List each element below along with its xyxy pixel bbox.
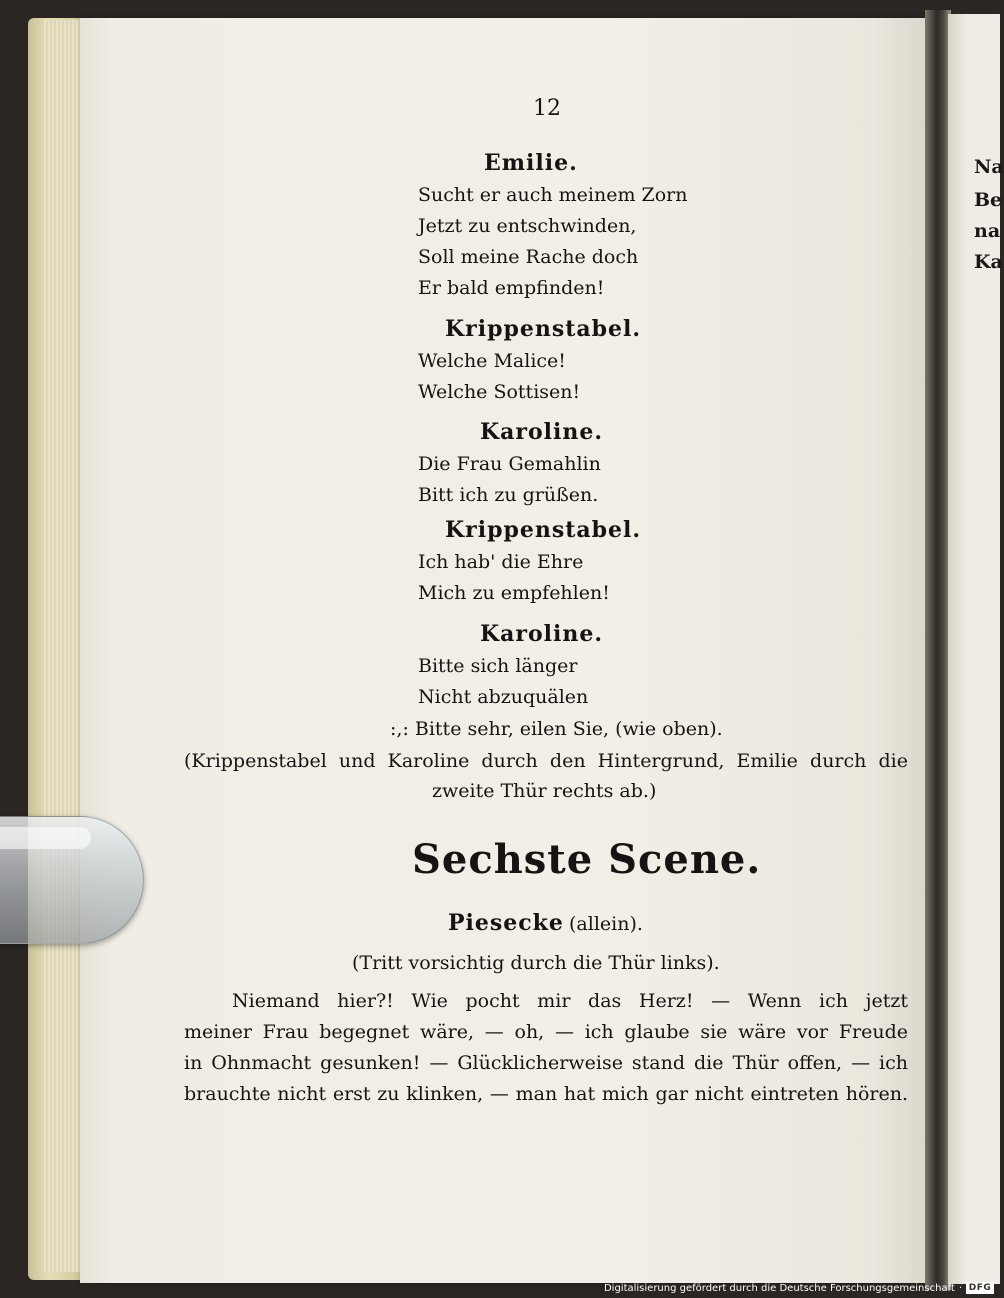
- verse-line: Er bald empfinden!: [418, 277, 605, 299]
- clip-highlight: [0, 827, 91, 849]
- verse-line: Jetzt zu entschwinden,: [418, 215, 637, 237]
- speaker-name: Piesecke: [448, 910, 564, 936]
- prose-line: brauchte nicht erst zu klinken, — man hat mich gar nicht eintreten hören.: [184, 1083, 908, 1105]
- verse-line: Die Frau Gemahlin: [418, 453, 601, 475]
- verse-line: Welche Sottisen!: [418, 381, 581, 403]
- verse-line: Nicht abzuquälen: [418, 686, 589, 708]
- prose-line: Niemand hier?! Wie pocht mir das Herz! — Wenn ich jetzt: [232, 990, 908, 1012]
- verse-line: Bitte sich länger: [418, 655, 578, 677]
- verse-line: Soll meine Rache doch: [418, 246, 639, 268]
- stage-direction: (Krippenstabel und Karoline durch den Hintergrund, Emilie durch die: [184, 750, 908, 772]
- digitization-credit: [604, 1280, 994, 1296]
- speaker-name: Krippenstabel.: [445, 517, 642, 543]
- book-page-right: [948, 14, 1004, 1284]
- verse-line: Ich hab' die Ehre: [418, 551, 584, 573]
- prose-line: in Ohnmacht gesunken! — Glücklicherweise stand die Thür offen, — ich: [184, 1052, 908, 1074]
- page-number: 12: [533, 96, 561, 121]
- credit-text: Digitalisierung gefördert durch die Deutsche Forschungsgemeinschaft: [603, 1282, 955, 1294]
- right-page-fragment: na: [974, 220, 1001, 242]
- speaker-name: Karoline.: [480, 419, 604, 445]
- speaker-name: Karoline.: [480, 621, 604, 647]
- book-clip: [0, 816, 144, 944]
- right-page-fragment: Ka: [974, 251, 1003, 273]
- right-page-fragment: Be: [974, 189, 1003, 211]
- verse-line: Bitt ich zu grüßen.: [418, 484, 599, 506]
- speaker-name: Emilie.: [484, 150, 578, 176]
- prose-line: meiner Frau begegnet wäre, — oh, — ich glaube sie wäre vor Freude: [184, 1021, 908, 1043]
- speaker-name: Krippenstabel.: [445, 316, 642, 342]
- stage-direction: zweite Thür rechts ab.): [432, 780, 657, 802]
- dfg-logo: DFG: [966, 1282, 994, 1294]
- speaker-note: (allein).: [569, 913, 643, 935]
- verse-line: :,: Bitte sehr, eilen Sie, (wie oben).: [390, 718, 723, 740]
- scene-title: Sechste Scene.: [412, 836, 762, 883]
- right-page-fragment: Na: [974, 156, 1004, 178]
- verse-line: Mich zu empfehlen!: [418, 582, 610, 604]
- stage-direction: (Tritt vorsichtig durch die Thür links).: [352, 952, 720, 974]
- verse-line: Welche Malice!: [418, 350, 566, 372]
- verse-line: Sucht er auch meinem Zorn: [418, 184, 688, 206]
- scene-speaker-line: [448, 910, 643, 936]
- separator: ·: [958, 1282, 962, 1294]
